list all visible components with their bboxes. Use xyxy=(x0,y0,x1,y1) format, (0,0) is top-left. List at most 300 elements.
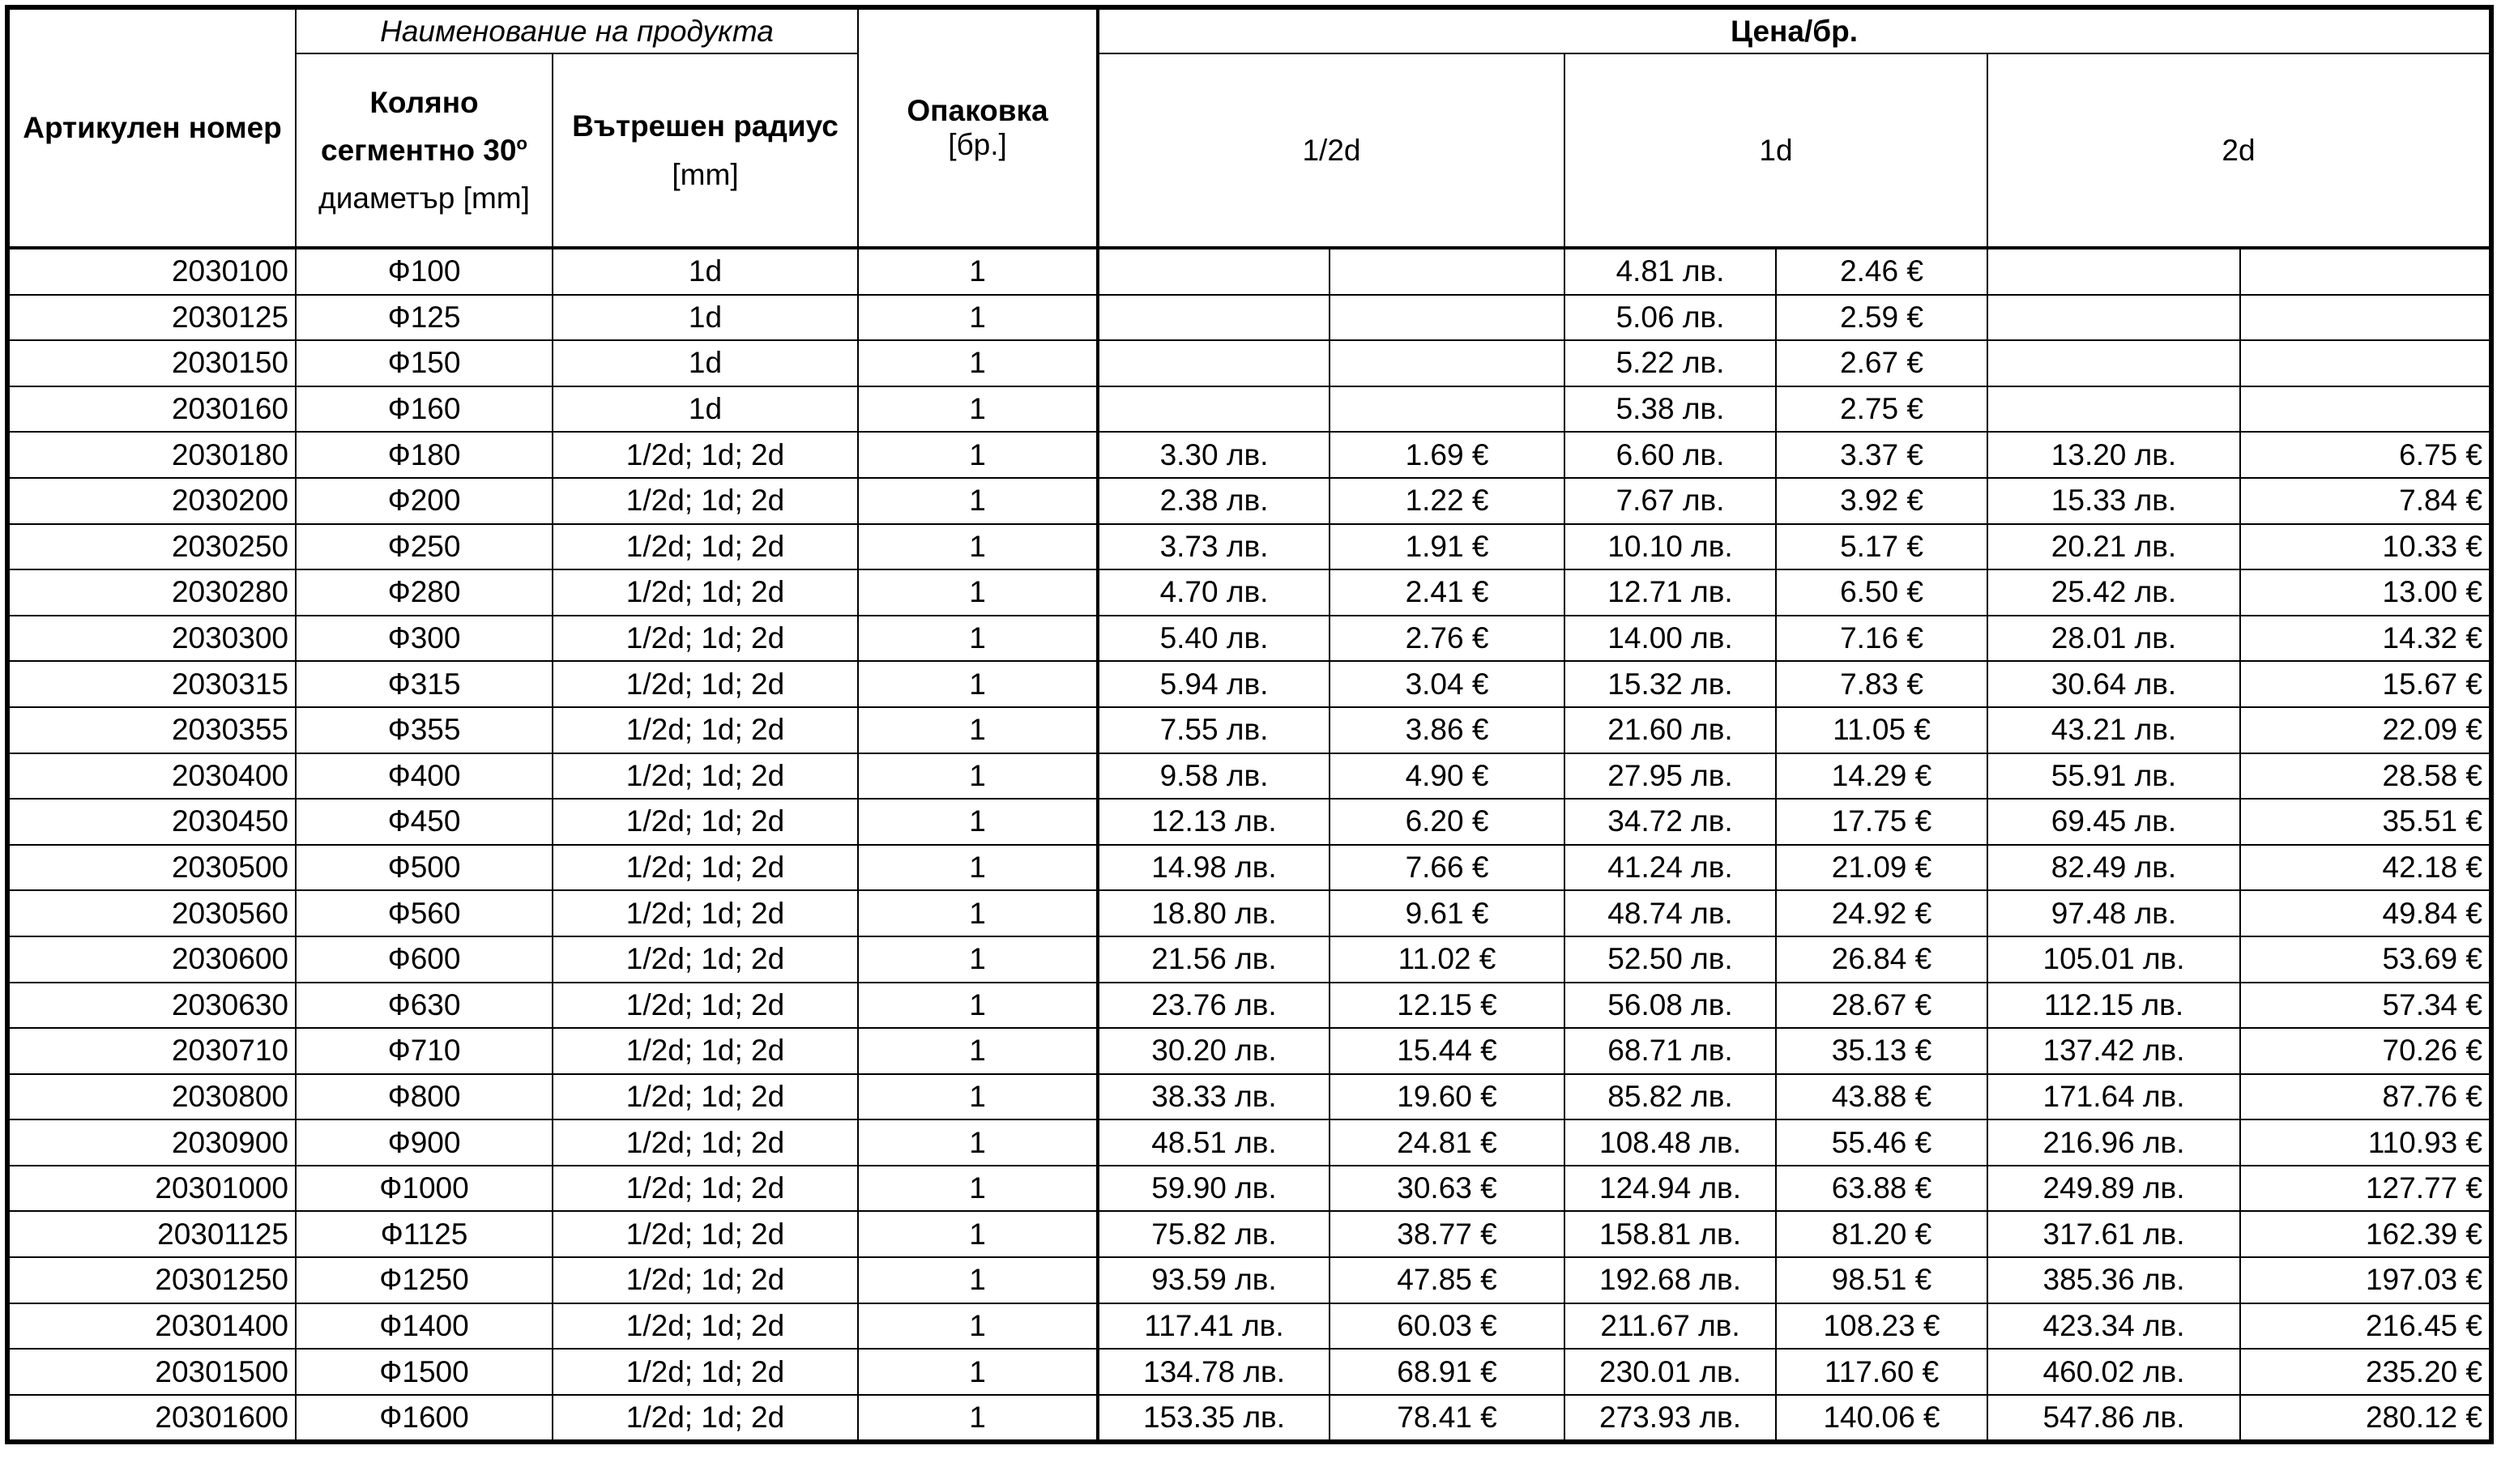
table-row xyxy=(7,432,2491,478)
price-half-d-eur-cell: 1.22 € xyxy=(1330,478,1564,524)
package-cell: 1 xyxy=(858,1303,1098,1350)
inner-radius-cell: 1/2d; 1d; 2d xyxy=(553,478,858,524)
price-half-d-bgn-cell: 59.90 лв. xyxy=(1098,1166,1330,1212)
price-1d-eur-cell: 7.16 € xyxy=(1776,616,1987,662)
table-row xyxy=(7,1395,2491,1443)
price-2d-bgn-cell: 105.01 лв. xyxy=(1987,936,2240,983)
inner-radius-cell: 1/2d; 1d; 2d xyxy=(553,1395,858,1443)
inner-radius-cell: 1/2d; 1d; 2d xyxy=(553,1119,858,1166)
diameter-cell: Ф560 xyxy=(296,890,553,936)
price-half-d-bgn-cell: 3.30 лв. xyxy=(1098,432,1330,478)
table-row xyxy=(7,340,2491,386)
diameter-cell: Ф200 xyxy=(296,478,553,524)
table-row xyxy=(7,616,2491,662)
price-2d-eur-cell xyxy=(2240,248,2491,295)
price-2d-bgn-cell: 460.02 лв. xyxy=(1987,1349,2240,1395)
header-elbow-diameter xyxy=(296,53,553,248)
diameter-cell: Ф100 xyxy=(296,248,553,295)
article-number-cell: 2030630 xyxy=(7,983,296,1029)
table-row xyxy=(7,1074,2491,1120)
package-cell: 1 xyxy=(858,616,1098,662)
package-cell: 1 xyxy=(858,524,1098,570)
table-row xyxy=(7,753,2491,800)
table-row xyxy=(7,478,2491,524)
price-1d-bgn-cell: 108.48 лв. xyxy=(1564,1119,1776,1166)
table-row xyxy=(7,524,2491,570)
header-inner-radius xyxy=(553,53,858,248)
header-price-half-d: 1/2d xyxy=(1098,53,1564,248)
price-2d-bgn-cell: 55.91 лв. xyxy=(1987,753,2240,800)
diameter-cell: Ф600 xyxy=(296,936,553,983)
price-2d-eur-cell: 13.00 € xyxy=(2240,569,2491,616)
table-row xyxy=(7,661,2491,707)
diameter-cell: Ф1600 xyxy=(296,1395,553,1443)
price-half-d-bgn-cell xyxy=(1098,248,1330,295)
header-elbow-title: Коляно xyxy=(369,85,479,119)
price-1d-eur-cell: 5.17 € xyxy=(1776,524,1987,570)
inner-radius-cell: 1/2d; 1d; 2d xyxy=(553,707,858,753)
inner-radius-cell: 1/2d; 1d; 2d xyxy=(553,616,858,662)
header-price-1d: 1d xyxy=(1564,53,1987,248)
price-half-d-bgn-cell: 30.20 лв. xyxy=(1098,1028,1330,1074)
table-row xyxy=(7,1303,2491,1350)
inner-radius-cell: 1/2d; 1d; 2d xyxy=(553,1349,858,1395)
price-2d-eur-cell: 162.39 € xyxy=(2240,1211,2491,1257)
package-cell: 1 xyxy=(858,1028,1098,1074)
article-number-cell: 2030280 xyxy=(7,569,296,616)
inner-radius-cell: 1/2d; 1d; 2d xyxy=(553,936,858,983)
inner-radius-cell: 1d xyxy=(553,386,858,433)
price-2d-eur-cell: 14.32 € xyxy=(2240,616,2491,662)
package-cell: 1 xyxy=(858,983,1098,1029)
article-number-cell: 20301000 xyxy=(7,1166,296,1212)
price-1d-bgn-cell: 21.60 лв. xyxy=(1564,707,1776,753)
article-number-cell: 20301250 xyxy=(7,1257,296,1303)
article-number-cell: 20301400 xyxy=(7,1303,296,1350)
package-cell: 1 xyxy=(858,1349,1098,1395)
table-row xyxy=(7,983,2491,1029)
inner-radius-cell: 1/2d; 1d; 2d xyxy=(553,1028,858,1074)
price-2d-eur-cell: 6.75 € xyxy=(2240,432,2491,478)
price-2d-bgn-cell: 137.42 лв. xyxy=(1987,1028,2240,1074)
package-cell: 1 xyxy=(858,1257,1098,1303)
price-half-d-bgn-cell xyxy=(1098,386,1330,433)
price-half-d-bgn-cell: 14.98 лв. xyxy=(1098,845,1330,891)
inner-radius-cell: 1/2d; 1d; 2d xyxy=(553,753,858,800)
price-1d-bgn-cell: 192.68 лв. xyxy=(1564,1257,1776,1303)
price-half-d-bgn-cell: 7.55 лв. xyxy=(1098,707,1330,753)
price-half-d-eur-cell: 30.63 € xyxy=(1330,1166,1564,1212)
price-1d-bgn-cell: 34.72 лв. xyxy=(1564,799,1776,845)
inner-radius-cell: 1/2d; 1d; 2d xyxy=(553,1074,858,1120)
table-row xyxy=(7,707,2491,753)
header-package-unit: [бр.] xyxy=(948,128,1007,161)
price-half-d-bgn-cell: 2.38 лв. xyxy=(1098,478,1330,524)
price-half-d-bgn-cell: 153.35 лв. xyxy=(1098,1395,1330,1443)
price-2d-bgn-cell: 82.49 лв. xyxy=(1987,845,2240,891)
price-2d-bgn-cell: 317.61 лв. xyxy=(1987,1211,2240,1257)
price-half-d-eur-cell xyxy=(1330,248,1564,295)
price-1d-eur-cell: 3.92 € xyxy=(1776,478,1987,524)
price-2d-eur-cell: 216.45 € xyxy=(2240,1303,2491,1350)
price-1d-eur-cell: 35.13 € xyxy=(1776,1028,1987,1074)
price-2d-eur-cell: 10.33 € xyxy=(2240,524,2491,570)
inner-radius-cell: 1/2d; 1d; 2d xyxy=(553,1211,858,1257)
price-2d-eur-cell: 127.77 € xyxy=(2240,1166,2491,1212)
diameter-cell: Ф250 xyxy=(296,524,553,570)
price-1d-eur-cell: 98.51 € xyxy=(1776,1257,1987,1303)
price-half-d-bgn-cell: 134.78 лв. xyxy=(1098,1349,1330,1395)
price-1d-eur-cell: 2.46 € xyxy=(1776,248,1987,295)
price-2d-eur-cell: 53.69 € xyxy=(2240,936,2491,983)
price-2d-eur-cell xyxy=(2240,340,2491,386)
inner-radius-cell: 1d xyxy=(553,340,858,386)
price-2d-eur-cell: 110.93 € xyxy=(2240,1119,2491,1166)
package-cell: 1 xyxy=(858,707,1098,753)
price-2d-eur-cell: 49.84 € xyxy=(2240,890,2491,936)
package-cell: 1 xyxy=(858,1166,1098,1212)
price-half-d-eur-cell: 38.77 € xyxy=(1330,1211,1564,1257)
package-cell: 1 xyxy=(858,295,1098,341)
price-2d-bgn-cell: 15.33 лв. xyxy=(1987,478,2240,524)
article-number-cell: 2030600 xyxy=(7,936,296,983)
header-price-per-piece: Цена/бр. xyxy=(1098,7,2491,53)
price-1d-bgn-cell: 211.67 лв. xyxy=(1564,1303,1776,1350)
table-row xyxy=(7,1028,2491,1074)
package-cell: 1 xyxy=(858,1119,1098,1166)
package-cell: 1 xyxy=(858,340,1098,386)
price-1d-bgn-cell: 48.74 лв. xyxy=(1564,890,1776,936)
price-2d-bgn-cell: 25.42 лв. xyxy=(1987,569,2240,616)
package-cell: 1 xyxy=(858,936,1098,983)
price-2d-eur-cell: 22.09 € xyxy=(2240,707,2491,753)
article-number-cell: 2030450 xyxy=(7,799,296,845)
price-half-d-bgn-cell: 4.70 лв. xyxy=(1098,569,1330,616)
article-number-cell: 2030800 xyxy=(7,1074,296,1120)
article-number-cell: 2030900 xyxy=(7,1119,296,1166)
price-1d-bgn-cell: 6.60 лв. xyxy=(1564,432,1776,478)
price-1d-bgn-cell: 10.10 лв. xyxy=(1564,524,1776,570)
price-half-d-eur-cell: 15.44 € xyxy=(1330,1028,1564,1074)
table-row xyxy=(7,799,2491,845)
diameter-cell: Ф1400 xyxy=(296,1303,553,1350)
price-1d-eur-cell: 24.92 € xyxy=(1776,890,1987,936)
diameter-cell: Ф300 xyxy=(296,616,553,662)
price-1d-eur-cell: 6.50 € xyxy=(1776,569,1987,616)
inner-radius-cell: 1/2d; 1d; 2d xyxy=(553,983,858,1029)
price-1d-eur-cell: 21.09 € xyxy=(1776,845,1987,891)
price-2d-bgn-cell: 43.21 лв. xyxy=(1987,707,2240,753)
price-1d-bgn-cell: 52.50 лв. xyxy=(1564,936,1776,983)
price-half-d-bgn-cell: 48.51 лв. xyxy=(1098,1119,1330,1166)
price-half-d-eur-cell xyxy=(1330,340,1564,386)
price-2d-bgn-cell: 13.20 лв. xyxy=(1987,432,2240,478)
package-cell: 1 xyxy=(858,386,1098,433)
price-1d-bgn-cell: 4.81 лв. xyxy=(1564,248,1776,295)
price-2d-bgn-cell: 28.01 лв. xyxy=(1987,616,2240,662)
price-2d-bgn-cell: 216.96 лв. xyxy=(1987,1119,2240,1166)
price-2d-bgn-cell: 547.86 лв. xyxy=(1987,1395,2240,1443)
inner-radius-cell: 1/2d; 1d; 2d xyxy=(553,524,858,570)
price-2d-eur-cell: 280.12 € xyxy=(2240,1395,2491,1443)
diameter-cell: Ф450 xyxy=(296,799,553,845)
table-header xyxy=(7,7,2491,248)
diameter-cell: Ф1000 xyxy=(296,1166,553,1212)
price-2d-bgn-cell xyxy=(1987,248,2240,295)
price-1d-bgn-cell: 230.01 лв. xyxy=(1564,1349,1776,1395)
inner-radius-cell: 1/2d; 1d; 2d xyxy=(553,569,858,616)
price-1d-eur-cell: 17.75 € xyxy=(1776,799,1987,845)
header-elbow-angle: сегментно 30$^o$ xyxy=(321,133,527,167)
diameter-cell: Ф710 xyxy=(296,1028,553,1074)
diameter-cell: Ф160 xyxy=(296,386,553,433)
header-package-label: Опаковка xyxy=(907,94,1048,127)
price-2d-eur-cell: 35.51 € xyxy=(2240,799,2491,845)
price-2d-bgn-cell: 385.36 лв. xyxy=(1987,1257,2240,1303)
inner-radius-cell: 1/2d; 1d; 2d xyxy=(553,661,858,707)
price-half-d-eur-cell: 78.41 € xyxy=(1330,1395,1564,1443)
article-number-cell: 2030100 xyxy=(7,248,296,295)
header-price-2d: 2d xyxy=(1987,53,2491,248)
article-number-cell: 2030160 xyxy=(7,386,296,433)
table-row xyxy=(7,936,2491,983)
price-1d-eur-cell: 26.84 € xyxy=(1776,936,1987,983)
package-cell: 1 xyxy=(858,845,1098,891)
diameter-cell: Ф630 xyxy=(296,983,553,1029)
price-1d-bgn-cell: 14.00 лв. xyxy=(1564,616,1776,662)
price-half-d-eur-cell: 7.66 € xyxy=(1330,845,1564,891)
table-row xyxy=(7,1349,2491,1395)
article-number-cell: 2030200 xyxy=(7,478,296,524)
price-2d-eur-cell: 197.03 € xyxy=(2240,1257,2491,1303)
price-1d-eur-cell: 28.67 € xyxy=(1776,983,1987,1029)
price-2d-eur-cell: 235.20 € xyxy=(2240,1349,2491,1395)
price-half-d-bgn-cell: 9.58 лв. xyxy=(1098,753,1330,800)
price-1d-bgn-cell: 5.06 лв. xyxy=(1564,295,1776,341)
header-package xyxy=(858,7,1098,248)
table-row xyxy=(7,1166,2491,1212)
price-1d-eur-cell: 81.20 € xyxy=(1776,1211,1987,1257)
diameter-cell: Ф315 xyxy=(296,661,553,707)
article-number-cell: 2030400 xyxy=(7,753,296,800)
price-1d-eur-cell: 55.46 € xyxy=(1776,1119,1987,1166)
header-inner-radius-unit: [mm] xyxy=(672,157,739,191)
table-row xyxy=(7,248,2491,295)
price-half-d-eur-cell: 9.61 € xyxy=(1330,890,1564,936)
header-product-name: Наименование на продукта xyxy=(296,7,858,53)
price-1d-eur-cell: 63.88 € xyxy=(1776,1166,1987,1212)
diameter-cell: Ф900 xyxy=(296,1119,553,1166)
price-1d-bgn-cell: 273.93 лв. xyxy=(1564,1395,1776,1443)
degree-symbol: o xyxy=(516,133,527,154)
price-half-d-eur-cell: 2.41 € xyxy=(1330,569,1564,616)
price-half-d-bgn-cell: 75.82 лв. xyxy=(1098,1211,1330,1257)
price-1d-bgn-cell: 158.81 лв. xyxy=(1564,1211,1776,1257)
table-row xyxy=(7,386,2491,433)
price-half-d-eur-cell: 1.91 € xyxy=(1330,524,1564,570)
price-1d-bgn-cell: 124.94 лв. xyxy=(1564,1166,1776,1212)
price-1d-eur-cell: 117.60 € xyxy=(1776,1349,1987,1395)
price-1d-eur-cell: 43.88 € xyxy=(1776,1074,1987,1120)
article-number-cell: 2030710 xyxy=(7,1028,296,1074)
table-row xyxy=(7,569,2491,616)
price-half-d-eur-cell xyxy=(1330,386,1564,433)
price-1d-eur-cell: 3.37 € xyxy=(1776,432,1987,478)
diameter-cell: Ф500 xyxy=(296,845,553,891)
price-half-d-bgn-cell: 12.13 лв. xyxy=(1098,799,1330,845)
price-2d-eur-cell xyxy=(2240,295,2491,341)
price-2d-bgn-cell: 69.45 лв. xyxy=(1987,799,2240,845)
price-2d-eur-cell: 7.84 € xyxy=(2240,478,2491,524)
header-elbow-unit: диаметър [mm] xyxy=(318,181,530,215)
article-number-cell: 2030125 xyxy=(7,295,296,341)
price-2d-bgn-cell: 20.21 лв. xyxy=(1987,524,2240,570)
price-half-d-eur-cell: 1.69 € xyxy=(1330,432,1564,478)
price-1d-bgn-cell: 5.38 лв. xyxy=(1564,386,1776,433)
article-number-cell: 2030300 xyxy=(7,616,296,662)
price-half-d-bgn-cell: 23.76 лв. xyxy=(1098,983,1330,1029)
price-2d-bgn-cell: 249.89 лв. xyxy=(1987,1166,2240,1212)
price-2d-eur-cell: 42.18 € xyxy=(2240,845,2491,891)
inner-radius-cell: 1/2d; 1d; 2d xyxy=(553,799,858,845)
price-half-d-bgn-cell: 93.59 лв. xyxy=(1098,1257,1330,1303)
price-1d-eur-cell: 2.59 € xyxy=(1776,295,1987,341)
price-half-d-eur-cell: 47.85 € xyxy=(1330,1257,1564,1303)
price-1d-eur-cell: 108.23 € xyxy=(1776,1303,1987,1350)
price-half-d-bgn-cell: 117.41 лв. xyxy=(1098,1303,1330,1350)
diameter-cell: Ф400 xyxy=(296,753,553,800)
diameter-cell: Ф125 xyxy=(296,295,553,341)
inner-radius-cell: 1/2d; 1d; 2d xyxy=(553,1303,858,1350)
price-2d-bgn-cell: 30.64 лв. xyxy=(1987,661,2240,707)
price-1d-bgn-cell: 27.95 лв. xyxy=(1564,753,1776,800)
price-1d-bgn-cell: 56.08 лв. xyxy=(1564,983,1776,1029)
article-number-cell: 2030500 xyxy=(7,845,296,891)
price-2d-bgn-cell xyxy=(1987,340,2240,386)
price-2d-eur-cell: 87.76 € xyxy=(2240,1074,2491,1120)
price-1d-eur-cell: 14.29 € xyxy=(1776,753,1987,800)
table-row xyxy=(7,1119,2491,1166)
diameter-cell: Ф800 xyxy=(296,1074,553,1120)
price-half-d-bgn-cell xyxy=(1098,295,1330,341)
package-cell: 1 xyxy=(858,569,1098,616)
diameter-cell: Ф1125 xyxy=(296,1211,553,1257)
table-row xyxy=(7,845,2491,891)
price-2d-bgn-cell xyxy=(1987,386,2240,433)
price-2d-bgn-cell: 97.48 лв. xyxy=(1987,890,2240,936)
diameter-cell: Ф180 xyxy=(296,432,553,478)
package-cell: 1 xyxy=(858,661,1098,707)
package-cell: 1 xyxy=(858,753,1098,800)
price-2d-bgn-cell: 171.64 лв. xyxy=(1987,1074,2240,1120)
price-1d-bgn-cell: 85.82 лв. xyxy=(1564,1074,1776,1120)
inner-radius-cell: 1/2d; 1d; 2d xyxy=(553,845,858,891)
package-cell: 1 xyxy=(858,248,1098,295)
inner-radius-cell: 1/2d; 1d; 2d xyxy=(553,1166,858,1212)
price-half-d-bgn-cell: 5.40 лв. xyxy=(1098,616,1330,662)
price-1d-eur-cell: 140.06 € xyxy=(1776,1395,1987,1443)
inner-radius-cell: 1d xyxy=(553,295,858,341)
article-number-cell: 2030150 xyxy=(7,340,296,386)
header-article-number: Артикулен номер xyxy=(7,7,296,248)
price-2d-eur-cell: 70.26 € xyxy=(2240,1028,2491,1074)
inner-radius-cell: 1/2d; 1d; 2d xyxy=(553,890,858,936)
price-1d-bgn-cell: 7.67 лв. xyxy=(1564,478,1776,524)
price-half-d-eur-cell: 60.03 € xyxy=(1330,1303,1564,1350)
price-half-d-eur-cell: 12.15 € xyxy=(1330,983,1564,1029)
price-half-d-bgn-cell: 18.80 лв. xyxy=(1098,890,1330,936)
table-row xyxy=(7,1257,2491,1303)
price-2d-eur-cell: 57.34 € xyxy=(2240,983,2491,1029)
price-2d-eur-cell xyxy=(2240,386,2491,433)
price-1d-eur-cell: 7.83 € xyxy=(1776,661,1987,707)
price-half-d-eur-cell: 11.02 € xyxy=(1330,936,1564,983)
diameter-cell: Ф280 xyxy=(296,569,553,616)
table-row xyxy=(7,890,2491,936)
price-half-d-eur-cell xyxy=(1330,295,1564,341)
package-cell: 1 xyxy=(858,799,1098,845)
article-number-cell: 2030355 xyxy=(7,707,296,753)
price-2d-bgn-cell: 423.34 лв. xyxy=(1987,1303,2240,1350)
price-half-d-eur-cell: 24.81 € xyxy=(1330,1119,1564,1166)
diameter-cell: Ф355 xyxy=(296,707,553,753)
article-number-cell: 20301600 xyxy=(7,1395,296,1443)
inner-radius-cell: 1/2d; 1d; 2d xyxy=(553,432,858,478)
package-cell: 1 xyxy=(858,478,1098,524)
package-cell: 1 xyxy=(858,1074,1098,1120)
price-half-d-eur-cell: 4.90 € xyxy=(1330,753,1564,800)
price-half-d-bgn-cell: 21.56 лв. xyxy=(1098,936,1330,983)
price-half-d-eur-cell: 6.20 € xyxy=(1330,799,1564,845)
price-half-d-bgn-cell: 3.73 лв. xyxy=(1098,524,1330,570)
price-half-d-eur-cell: 3.04 € xyxy=(1330,661,1564,707)
article-number-cell: 20301125 xyxy=(7,1211,296,1257)
header-inner-radius-title: Вътрешен радиус xyxy=(572,109,839,143)
article-number-cell: 20301500 xyxy=(7,1349,296,1395)
package-cell: 1 xyxy=(858,1395,1098,1443)
price-1d-eur-cell: 2.75 € xyxy=(1776,386,1987,433)
price-1d-bgn-cell: 68.71 лв. xyxy=(1564,1028,1776,1074)
price-half-d-eur-cell: 19.60 € xyxy=(1330,1074,1564,1120)
price-1d-bgn-cell: 5.22 лв. xyxy=(1564,340,1776,386)
price-table xyxy=(5,5,2494,1444)
package-cell: 1 xyxy=(858,1211,1098,1257)
inner-radius-cell: 1d xyxy=(553,248,858,295)
diameter-cell: Ф1500 xyxy=(296,1349,553,1395)
table-row xyxy=(7,295,2491,341)
price-1d-bgn-cell: 15.32 лв. xyxy=(1564,661,1776,707)
article-number-cell: 2030560 xyxy=(7,890,296,936)
table-body xyxy=(7,248,2491,1442)
price-1d-bgn-cell: 41.24 лв. xyxy=(1564,845,1776,891)
price-2d-bgn-cell xyxy=(1987,295,2240,341)
price-2d-bgn-cell: 112.15 лв. xyxy=(1987,983,2240,1029)
diameter-cell: Ф1250 xyxy=(296,1257,553,1303)
diameter-cell: Ф150 xyxy=(296,340,553,386)
price-1d-eur-cell: 2.67 € xyxy=(1776,340,1987,386)
inner-radius-cell: 1/2d; 1d; 2d xyxy=(553,1257,858,1303)
article-number-cell: 2030180 xyxy=(7,432,296,478)
price-half-d-bgn-cell: 38.33 лв. xyxy=(1098,1074,1330,1120)
price-1d-eur-cell: 11.05 € xyxy=(1776,707,1987,753)
price-2d-eur-cell: 28.58 € xyxy=(2240,753,2491,800)
article-number-cell: 2030250 xyxy=(7,524,296,570)
package-cell: 1 xyxy=(858,890,1098,936)
price-half-d-bgn-cell: 5.94 лв. xyxy=(1098,661,1330,707)
article-number-cell: 2030315 xyxy=(7,661,296,707)
package-cell: 1 xyxy=(858,432,1098,478)
price-half-d-bgn-cell xyxy=(1098,340,1330,386)
